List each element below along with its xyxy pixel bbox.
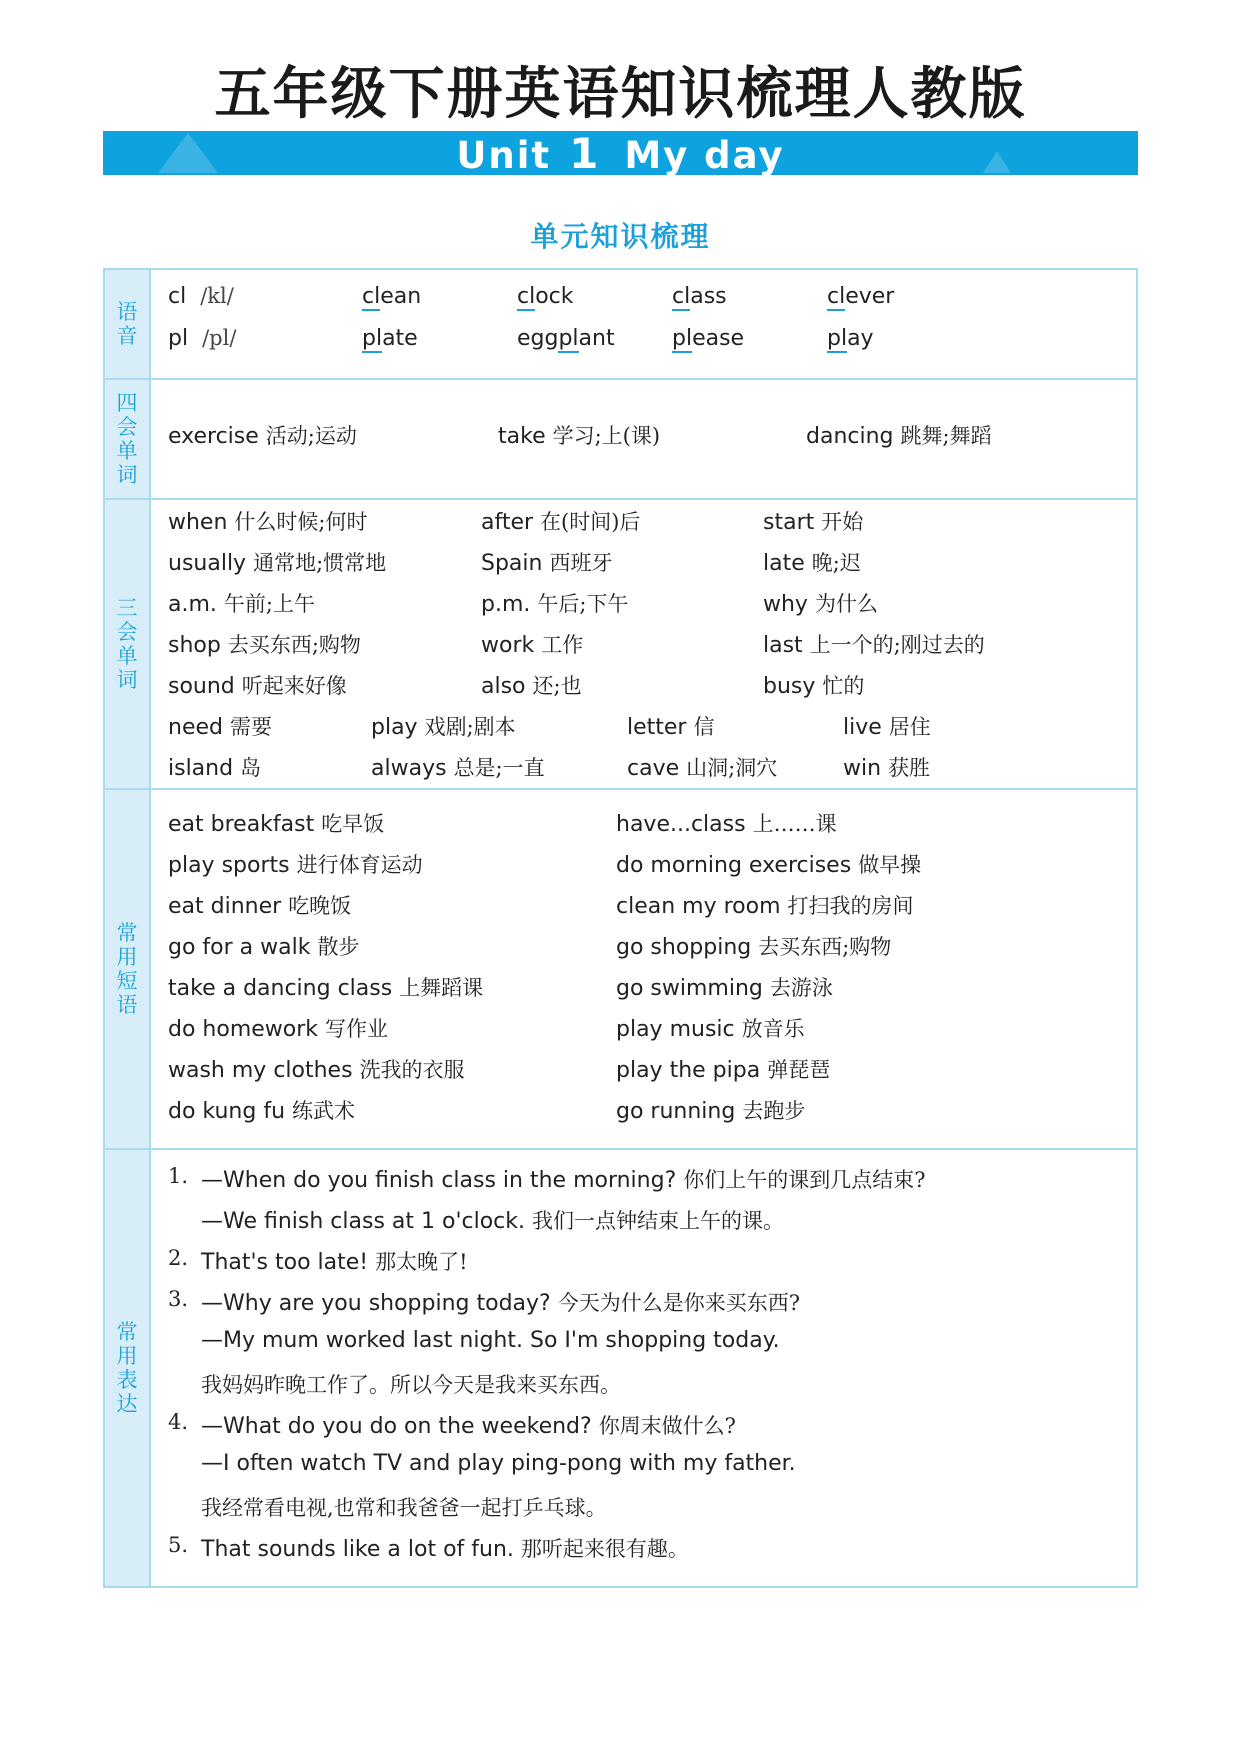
word-chinese: 吃早饭 [321,812,385,836]
expression-line [201,1205,784,1235]
expression-line [201,1328,780,1353]
expression-english: —When do you finish class in the morning? [201,1168,677,1193]
word-entry [168,890,351,920]
word-prefix: egg [517,326,559,351]
expression-chinese: 那听起来很有趣。 [520,1537,689,1561]
word-chinese: 居住 [888,715,931,739]
phrase-english: wash my clothes [168,1058,353,1083]
underlined-letters: pl [827,326,848,351]
word-entry [627,752,777,782]
phonics-word [362,284,421,309]
expression-english: —Why are you shopping today? [201,1291,551,1316]
word-suffix: ate [382,326,418,351]
word-entry [763,670,864,700]
word-english: shop [168,633,221,658]
word-chinese: 开始 [821,510,864,534]
phrase-english: go for a walk [168,935,311,960]
phrase-english: have...class [616,812,746,837]
word-entry [168,547,386,577]
word-chinese: 需要 [229,715,272,739]
phonics-sound [168,326,236,351]
underlined-letters: cl [672,284,691,309]
word-chinese: 进行体育运动 [296,853,423,877]
unit-number: 1 [569,129,601,178]
word-entry [481,588,628,618]
word-english: cave [627,756,680,781]
word-entry [168,849,423,879]
word-english: always [371,756,447,781]
label-three-skill-words: 三会单词 [116,596,138,692]
word-entry [371,752,545,782]
word-chinese: 做早操 [858,853,922,877]
word-suffix: ay [847,326,874,351]
expressions-cell [151,1150,1136,1584]
word-suffix: ant [578,326,615,351]
word-chinese: 戏剧;剧本 [424,715,516,739]
phrase-english: go swimming [616,976,763,1001]
word-entry [843,752,930,782]
word-entry [763,588,878,618]
unit-banner [103,129,1138,178]
phonics-ipa: /pl/ [202,326,237,350]
word-english: last [763,633,803,658]
word-entry [616,890,914,920]
expression-line [201,1451,796,1476]
word-english: play [371,715,418,740]
word-entry [168,670,347,700]
phrases-cell [151,790,1136,1146]
word-chinese: 去游泳 [769,976,833,1000]
expression-line [201,1410,736,1440]
phonics-word [517,326,615,351]
word-chinese: 活动;运动 [265,424,357,448]
underlined-letters: pl [362,326,383,351]
word-entry [616,1013,805,1043]
word-chinese: 听起来好像 [241,674,347,698]
word-chinese: 打扫我的房间 [787,894,914,918]
word-entry [168,808,384,838]
phonics-sound [168,284,234,309]
underlined-letters: cl [362,284,381,309]
three-skill-words-cell [151,500,1136,786]
word-english: when [168,510,228,535]
row-label-expressions [104,1149,150,1587]
row-label-phrases [104,789,150,1149]
word-chinese: 上……课 [752,812,837,836]
expression-chinese: 我经常看电视,也常和我爸爸一起打乒乓球。 [201,1496,607,1520]
phrase-english: eat breakfast [168,812,315,837]
word-entry [168,711,272,741]
word-entry [168,931,359,961]
expression-english: —My mum worked last night. So I'm shopping today. [201,1328,780,1353]
expression-line [201,1287,800,1317]
knowledge-table [103,268,1138,1588]
label-four-skill-words: 四会单词 [116,391,138,487]
word-chinese: 去买东西;购物 [758,935,892,959]
expression-line [201,1369,621,1399]
phrase-english: go shopping [616,935,752,960]
word-english: start [763,510,815,535]
word-entry [498,420,660,450]
expression-number: 4. [168,1410,189,1434]
word-entry [616,972,833,1002]
unit-heading [103,129,1138,178]
word-entry [843,711,931,741]
word-chinese: 去跑步 [742,1099,806,1123]
underlined-letters: pl [558,326,579,351]
word-english: usually [168,551,247,576]
word-chinese: 晚;迟 [811,551,861,575]
word-entry [371,711,516,741]
word-english: island [168,756,234,781]
word-english: exercise [168,424,259,449]
label-pronunciation: 语音 [116,300,138,348]
word-chinese: 获胜 [888,756,931,780]
four-skill-words-cell [151,380,1136,496]
word-english: letter [627,715,687,740]
word-chinese: 午后;下午 [537,592,629,616]
word-chinese: 工作 [541,633,584,657]
word-suffix: ass [690,284,727,309]
word-chinese: 西班牙 [549,551,613,575]
word-chinese: 信 [693,715,715,739]
phonics-word [517,284,574,309]
expression-number: 2. [168,1246,189,1270]
word-suffix: ever [845,284,895,309]
word-english: after [481,510,534,535]
word-english: late [763,551,805,576]
word-chinese: 练武术 [292,1099,356,1123]
word-chinese: 吃晚饭 [288,894,352,918]
word-chinese: 放音乐 [741,1017,805,1041]
underlined-letters: cl [827,284,846,309]
word-chinese: 忙的 [822,674,865,698]
word-english: p.m. [481,592,531,617]
phrase-english: play sports [168,853,290,878]
word-entry [616,849,921,879]
expression-english: —What do you do on the weekend? [201,1414,592,1439]
word-entry [168,1095,355,1125]
phonics-word [362,326,418,351]
word-chinese: 上舞蹈课 [399,976,484,1000]
word-chinese: 上一个的;刚过去的 [809,633,985,657]
label-phrases: 常用短语 [116,921,138,1017]
word-chinese: 岛 [240,756,262,780]
phrase-english: go running [616,1099,736,1124]
row-label-pronunciation [104,269,150,379]
word-english: take [498,424,546,449]
word-english: need [168,715,223,740]
word-entry [481,506,640,536]
word-entry [481,629,583,659]
expression-english: That's too late! [201,1250,369,1275]
word-entry [763,547,861,577]
row-label-four-skill-words [104,379,150,499]
word-entry [627,711,714,741]
word-english: busy [763,674,816,699]
word-chinese: 散步 [317,935,360,959]
word-english: Spain [481,551,543,576]
word-english: dancing [806,424,894,449]
underlined-letters: pl [672,326,693,351]
word-entry [616,1054,830,1084]
word-english: live [843,715,882,740]
phonics-word [827,284,894,309]
word-english: win [843,756,882,781]
word-chinese: 学习;上(课) [552,424,661,448]
expression-number: 3. [168,1287,189,1311]
expression-line [201,1533,689,1563]
word-chinese: 什么时候;何时 [234,510,368,534]
word-chinese: 还;也 [532,674,582,698]
word-entry [168,972,483,1002]
expression-number: 5. [168,1533,189,1557]
expression-line [201,1246,468,1276]
word-english: why [763,592,808,617]
phrase-english: play music [616,1017,735,1042]
word-suffix: ease [692,326,745,351]
phonics-word [827,326,874,351]
word-chinese: 跳舞;舞蹈 [900,424,992,448]
phonics-letters: pl [168,326,189,351]
word-english: also [481,674,526,699]
word-entry [763,506,863,536]
word-chinese: 去买东西;购物 [227,633,361,657]
word-chinese: 山洞;洞穴 [686,756,778,780]
expression-chinese: 我们一点钟结束上午的课。 [532,1209,785,1233]
section-title: 单元知识梳理 [530,220,711,253]
word-entry [616,808,837,838]
word-suffix: ock [535,284,574,309]
word-suffix: ean [380,284,422,309]
word-english: work [481,633,535,658]
underlined-letters: cl [517,284,536,309]
word-chinese: 午前;上午 [223,592,315,616]
word-entry [168,588,315,618]
phrase-english: clean my room [616,894,781,919]
expression-line [201,1164,926,1194]
word-entry [168,1054,465,1084]
word-entry [763,629,985,659]
word-chinese: 写作业 [325,1017,389,1041]
word-chinese: 在(时间)后 [540,510,641,534]
word-entry [168,752,261,782]
expression-line [201,1492,607,1522]
phrase-english: do kung fu [168,1099,286,1124]
word-chinese: 总是;一直 [453,756,545,780]
phrase-english: play the pipa [616,1058,761,1083]
row-label-three-skill-words [104,499,150,789]
expression-english: —I often watch TV and play ping-pong with my father. [201,1451,796,1476]
pronunciation-cell [151,270,1136,376]
word-entry [168,506,368,536]
phonics-letters: cl [168,284,187,309]
word-entry [616,931,891,961]
expression-chinese: 那太晚了! [375,1250,468,1274]
word-chinese: 弹琵琶 [767,1058,831,1082]
phrase-english: do homework [168,1017,319,1042]
expression-english: That sounds like a lot of fun. [201,1537,514,1562]
word-entry [168,420,357,450]
expression-number: 1. [168,1164,189,1188]
word-entry [616,1095,805,1125]
word-entry [168,1013,388,1043]
expression-chinese: 你们上午的课到几点结束? [683,1168,926,1192]
word-chinese: 洗我的衣服 [359,1058,465,1082]
word-entry [481,547,612,577]
word-english: a.m. [168,592,217,617]
word-entry [481,670,582,700]
unit-name: My day [624,134,785,177]
page-title: 五年级下册英语知识梳理人教版 [214,62,1027,127]
word-chinese: 为什么 [814,592,878,616]
word-chinese: 通常地;惯常地 [253,551,387,575]
phrase-english: eat dinner [168,894,282,919]
word-english: sound [168,674,235,699]
unit-word: Unit [456,134,552,177]
phonics-word [672,326,744,351]
phonics-ipa: /kl/ [200,284,234,308]
expression-chinese: 今天为什么是你来买东西? [557,1291,800,1315]
expression-chinese: 你周末做什么? [598,1414,736,1438]
phrase-english: do morning exercises [616,853,852,878]
word-entry [806,420,992,450]
phonics-word [672,284,727,309]
word-entry [168,629,361,659]
expression-chinese: 我妈妈昨晚工作了。所以今天是我来买东西。 [201,1373,621,1397]
phrase-english: take a dancing class [168,976,393,1001]
expression-english: —We finish class at 1 o'clock. [201,1209,526,1234]
label-expressions: 常用表达 [116,1320,138,1416]
